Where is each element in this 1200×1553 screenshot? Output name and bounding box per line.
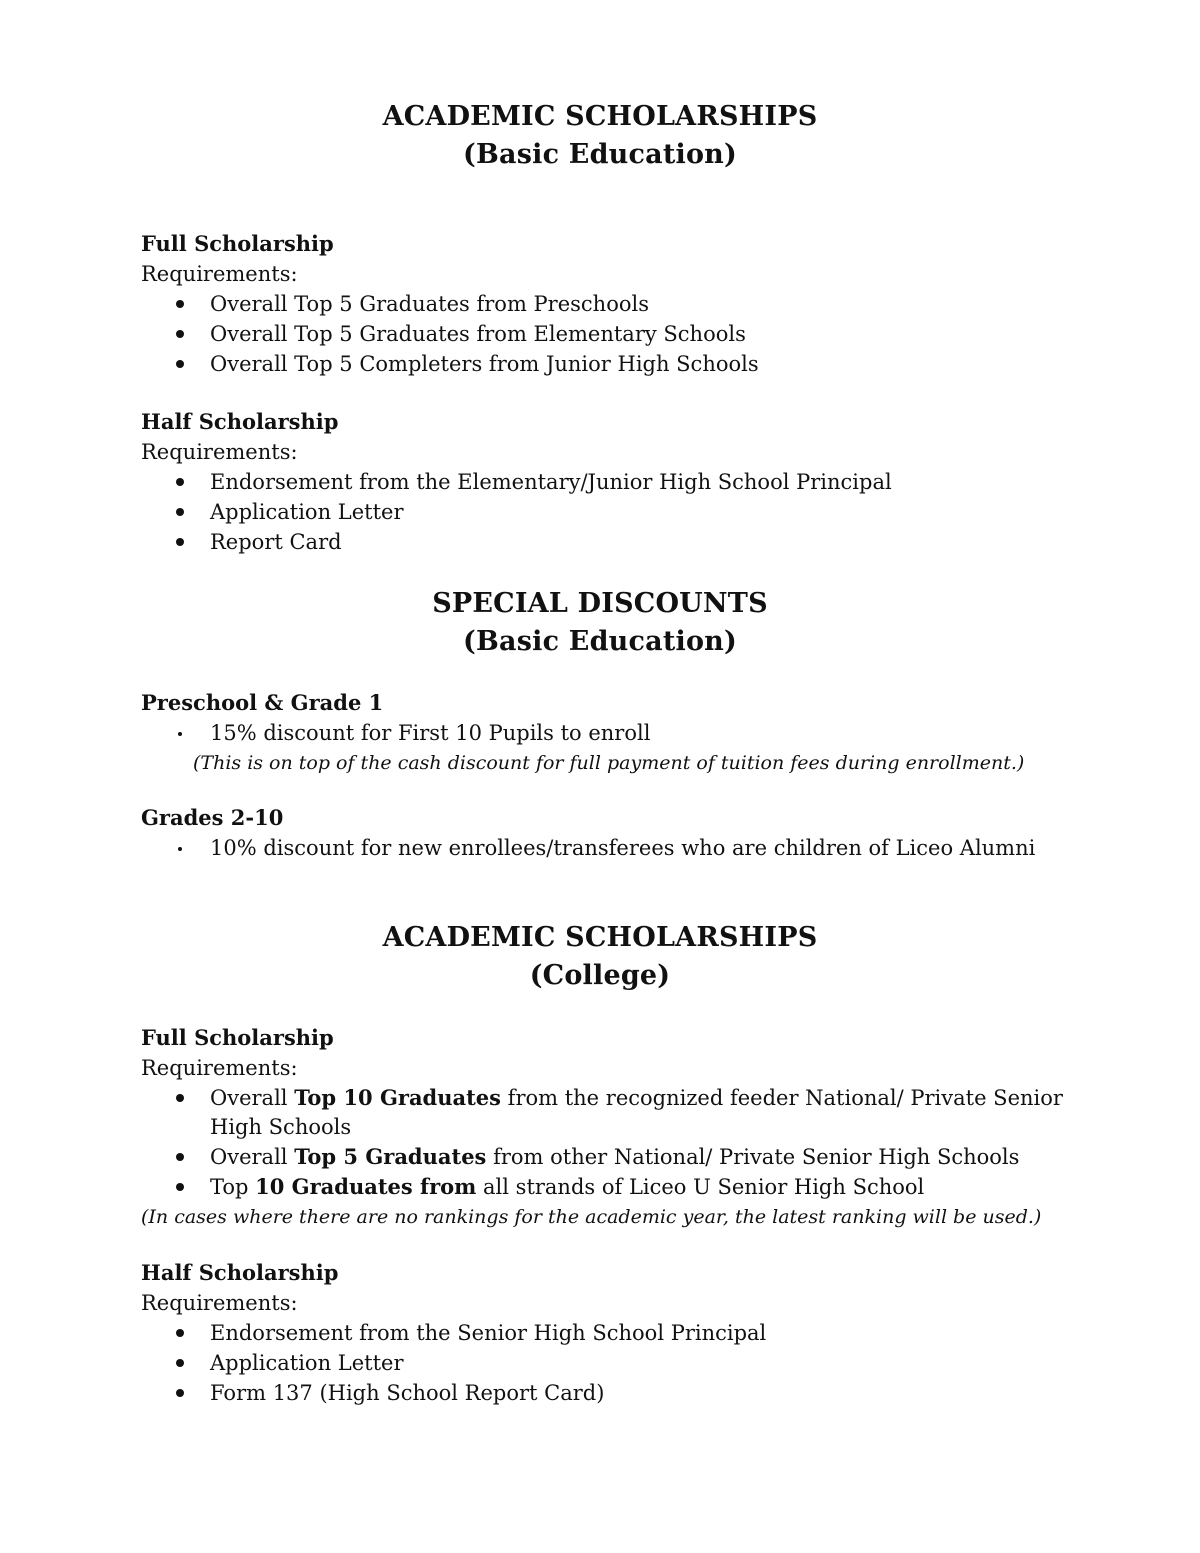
section-title: ACADEMIC SCHOLARSHIPS xyxy=(382,922,818,953)
ranking-note: (In cases where there are no rankings for the academic year, the latest ranking will be used.) xyxy=(141,1206,1042,1228)
requirements-label: Requirements: xyxy=(141,1056,298,1080)
subsection-heading: Half Scholarship xyxy=(141,1260,339,1285)
section-title-college-scholarships xyxy=(0,919,1200,995)
section-subtitle: (Basic Education) xyxy=(463,626,737,657)
requirements-label: Requirements: xyxy=(141,440,298,464)
bullet-icon xyxy=(176,1183,184,1191)
discount-grades xyxy=(141,803,1081,863)
list-item: Overall Top 5 Graduates from other National/ Private Senior High Schools xyxy=(141,1142,1081,1172)
list-item: Overall Top 10 Graduates from the recognized feeder National/ Private Senior High Schools xyxy=(141,1083,1081,1142)
requirements-list xyxy=(141,289,1081,379)
bullet-icon xyxy=(176,538,184,546)
bullet-icon xyxy=(176,300,184,308)
list-item: 10% discount for new enrollees/transferees who are children of Liceo Alumni xyxy=(141,833,1081,863)
bullet-icon xyxy=(176,478,184,486)
subsection-heading: Preschool & Grade 1 xyxy=(141,690,384,715)
bullet-icon xyxy=(176,1094,184,1102)
subsection-heading: Full Scholarship xyxy=(141,231,334,256)
list-item: Overall Top 5 Completers from Junior High Schools xyxy=(141,349,1081,379)
requirements-list xyxy=(141,467,1081,557)
subsection-heading: Grades 2-10 xyxy=(141,805,284,830)
bullet-icon xyxy=(176,508,184,516)
list-item: Top 10 Graduates from all strands of Liceo U Senior High School xyxy=(141,1172,1081,1202)
bullet-icon xyxy=(176,1389,184,1397)
discount-note: (This is on top of the cash discount for full payment of tuition fees during enrollment.) xyxy=(193,752,1025,774)
bullet-icon xyxy=(176,1153,184,1161)
college-half-scholarship xyxy=(141,1258,1081,1408)
requirements-label: Requirements: xyxy=(141,1291,298,1315)
list-item: Endorsement from the Senior High School Principal xyxy=(141,1318,1081,1348)
basic-full-scholarship xyxy=(141,229,1081,379)
bullet-icon xyxy=(178,732,182,736)
requirements-list xyxy=(141,1083,1081,1202)
list-item: Overall Top 5 Graduates from Elementary Schools xyxy=(141,319,1081,349)
bullet-icon xyxy=(176,1359,184,1367)
subsection-heading: Full Scholarship xyxy=(141,1025,334,1050)
section-subtitle: (College) xyxy=(529,960,671,991)
list-item: Overall Top 5 Graduates from Preschools xyxy=(141,289,1081,319)
bullet-icon xyxy=(176,360,184,368)
list-item: 15% discount for First 10 Pupils to enroll xyxy=(141,718,1081,748)
section-title: ACADEMIC SCHOLARSHIPS xyxy=(382,101,818,132)
subsection-heading: Half Scholarship xyxy=(141,409,339,434)
basic-half-scholarship xyxy=(141,407,1081,557)
section-title-special-discounts xyxy=(0,585,1200,661)
section-subtitle: (Basic Education) xyxy=(463,139,737,170)
list-item: Endorsement from the Elementary/Junior High School Principal xyxy=(141,467,1081,497)
list-item: Report Card xyxy=(141,527,1081,557)
list-item: Application Letter xyxy=(141,497,1081,527)
section-title: SPECIAL DISCOUNTS xyxy=(432,588,768,619)
bullet-icon xyxy=(178,847,182,851)
discount-list xyxy=(141,833,1081,863)
list-item: Form 137 (High School Report Card) xyxy=(141,1378,1081,1408)
discount-preschool xyxy=(141,688,1081,778)
bullet-icon xyxy=(176,330,184,338)
college-full-scholarship xyxy=(141,1023,1081,1232)
section-title-basic-scholarships xyxy=(0,98,1200,174)
bullet-icon xyxy=(176,1329,184,1337)
discount-list xyxy=(141,718,1081,748)
requirements-list xyxy=(141,1318,1081,1408)
list-item: Application Letter xyxy=(141,1348,1081,1378)
requirements-label: Requirements: xyxy=(141,262,298,286)
